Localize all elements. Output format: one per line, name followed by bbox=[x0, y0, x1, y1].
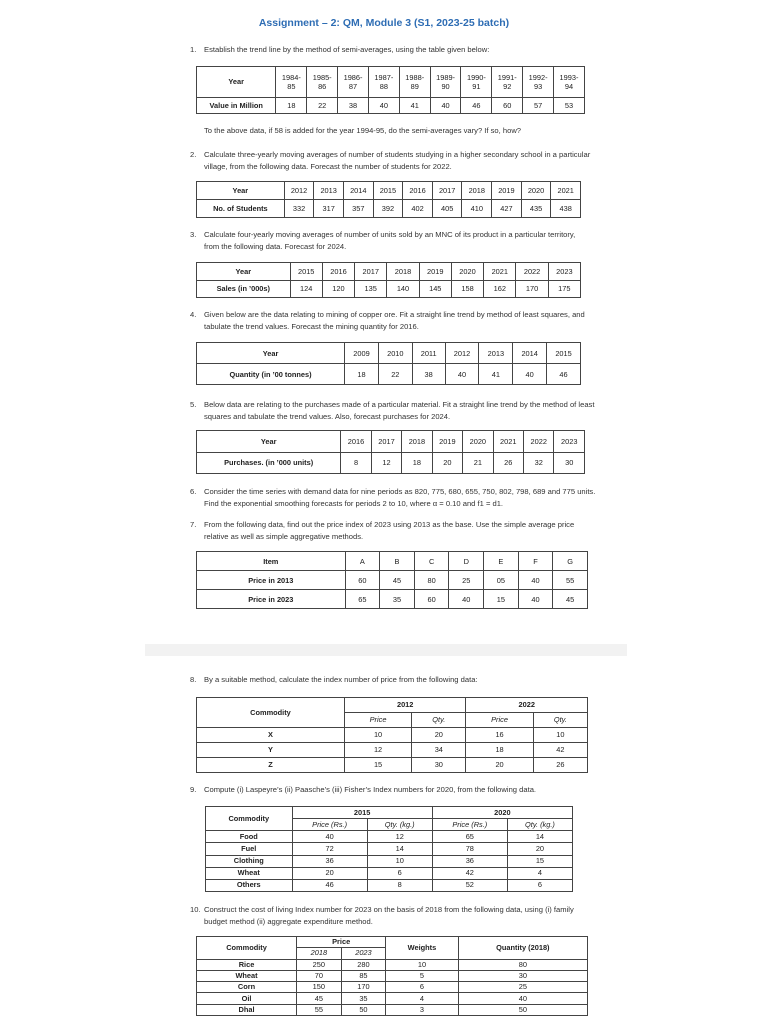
value-cell: 45 bbox=[553, 590, 588, 609]
year-cell: 2018 bbox=[387, 263, 419, 281]
value-cell: 250 bbox=[297, 959, 342, 970]
value-cell: 36 bbox=[292, 855, 367, 867]
value-cell: 12 bbox=[371, 452, 401, 474]
year-cell: 2014 bbox=[513, 343, 547, 364]
question-7 bbox=[190, 519, 590, 542]
question-text: Compute (i) Laspeyre’s (ii) Paasche’s (iii) Fisher’s Index numbers for 2020, from the following data. bbox=[204, 785, 537, 794]
value-cell: 8 bbox=[341, 452, 371, 474]
q10-table bbox=[196, 936, 588, 1016]
q1-table bbox=[196, 66, 585, 114]
value-cell: 170 bbox=[341, 982, 386, 993]
value-cell: 438 bbox=[551, 200, 581, 218]
item-header: B bbox=[380, 552, 415, 571]
value-cell: 85 bbox=[341, 970, 386, 981]
commodity-row bbox=[206, 867, 573, 879]
value-cell: 40 bbox=[458, 993, 587, 1004]
row-header: Price in 2013 bbox=[197, 571, 346, 590]
question-text: From the following data, find out the price index of 2023 using 2013 as the base. Use the simple average price relative as well as simple aggregative methods. bbox=[204, 520, 575, 541]
qty-header: Qty. bbox=[412, 713, 466, 728]
value-cell: 42 bbox=[432, 867, 507, 879]
value-cell: 46 bbox=[461, 97, 492, 113]
question-number: 9. bbox=[190, 785, 197, 794]
value-cell: 26 bbox=[493, 452, 523, 474]
weights-header: Weights bbox=[386, 937, 458, 960]
price-row bbox=[197, 590, 588, 609]
year-cell: 2017 bbox=[432, 182, 462, 200]
year-header: 2023 bbox=[341, 948, 386, 959]
value-cell: 78 bbox=[432, 843, 507, 855]
price-header: Price bbox=[344, 713, 411, 728]
year-cell: 2023 bbox=[554, 431, 585, 453]
year-cell: 1991- 92 bbox=[492, 67, 523, 98]
value-cell: 40 bbox=[430, 97, 461, 113]
value-cell: 15 bbox=[484, 590, 519, 609]
value-cell: 170 bbox=[516, 280, 548, 298]
year-cell: 2015 bbox=[547, 343, 581, 364]
question-1 bbox=[190, 44, 610, 56]
value-cell: 30 bbox=[554, 452, 585, 474]
value-cell: 16 bbox=[466, 728, 533, 743]
value-cell: 175 bbox=[548, 280, 580, 298]
year-header: 2015 bbox=[292, 807, 432, 819]
value-cell: 4 bbox=[386, 993, 458, 1004]
year-cell: 1985- 86 bbox=[307, 67, 338, 98]
year-cell: 2022 bbox=[516, 263, 548, 281]
header-row bbox=[197, 552, 588, 571]
year-cell: 2023 bbox=[548, 263, 580, 281]
value-cell: 38 bbox=[412, 364, 445, 385]
commodity-row bbox=[197, 1004, 588, 1015]
commodity-name: X bbox=[197, 728, 345, 743]
year-cell: 2015 bbox=[373, 182, 403, 200]
year-cell: 1986- 87 bbox=[338, 67, 369, 98]
year-header: 2020 bbox=[432, 807, 572, 819]
value-cell: 6 bbox=[386, 982, 458, 993]
value-cell: 35 bbox=[341, 993, 386, 1004]
value-cell: 280 bbox=[341, 959, 386, 970]
question-10 bbox=[190, 904, 590, 927]
q1-note: To the above data, if 58 is added for the year 1994-95, do the semi-averages vary? If so, how? bbox=[204, 126, 522, 135]
commodity-name: Rice bbox=[197, 959, 297, 970]
value-cell: 34 bbox=[412, 743, 466, 758]
year-cell: 1984- 85 bbox=[276, 67, 307, 98]
question-5 bbox=[190, 399, 602, 422]
row-header: Year bbox=[197, 263, 291, 281]
item-header: E bbox=[484, 552, 519, 571]
value-cell: 45 bbox=[297, 993, 342, 1004]
question-number: 5. bbox=[190, 400, 197, 409]
value-cell: 80 bbox=[458, 959, 587, 970]
value-cell: 55 bbox=[553, 571, 588, 590]
value-cell: 357 bbox=[343, 200, 373, 218]
value-cell: 52 bbox=[432, 879, 507, 891]
commodity-row bbox=[206, 855, 573, 867]
q5-table bbox=[196, 430, 585, 474]
item-header: A bbox=[345, 552, 380, 571]
year-cell: 2012 bbox=[445, 343, 479, 364]
year-cell: 2019 bbox=[492, 182, 522, 200]
question-3 bbox=[190, 229, 590, 252]
value-row bbox=[197, 200, 581, 218]
value-cell: 40 bbox=[368, 97, 399, 113]
row-header: Quantity (in ’00 tonnes) bbox=[197, 364, 345, 385]
value-cell: 26 bbox=[533, 758, 587, 773]
year-cell: 2011 bbox=[412, 343, 445, 364]
commodity-row bbox=[197, 982, 588, 993]
value-cell: 40 bbox=[292, 831, 367, 843]
value-cell: 12 bbox=[344, 743, 411, 758]
q4-table bbox=[196, 342, 581, 385]
year-cell: 2017 bbox=[355, 263, 387, 281]
value-cell: 150 bbox=[297, 982, 342, 993]
value-cell: 35 bbox=[380, 590, 415, 609]
value-cell: 50 bbox=[341, 1004, 386, 1015]
quantity-header: Quantity (2018) bbox=[458, 937, 587, 960]
item-header: D bbox=[449, 552, 484, 571]
value-cell: 158 bbox=[451, 280, 483, 298]
question-number: 1. bbox=[190, 45, 197, 54]
row-header: Sales (in ’000s) bbox=[197, 280, 291, 298]
value-cell: 5 bbox=[386, 970, 458, 981]
q7-table bbox=[196, 551, 588, 609]
item-header: F bbox=[518, 552, 553, 571]
value-cell: 4 bbox=[507, 867, 572, 879]
year-cell: 2018 bbox=[402, 431, 432, 453]
commodity-row bbox=[197, 959, 588, 970]
commodity-name: Oil bbox=[197, 993, 297, 1004]
value-cell: 135 bbox=[355, 280, 387, 298]
value-cell: 40 bbox=[513, 364, 547, 385]
price-header: Price (Rs.) bbox=[432, 819, 507, 831]
year-header: 2018 bbox=[297, 948, 342, 959]
question-text: Calculate four-yearly moving averages of number of units sold by an MNC of its product in a particular territory, from the following data. Forecast for 2024. bbox=[204, 230, 576, 251]
value-cell: 46 bbox=[547, 364, 581, 385]
year-cell: 2012 bbox=[284, 182, 314, 200]
value-cell: 40 bbox=[449, 590, 484, 609]
year-cell: 2018 bbox=[462, 182, 492, 200]
value-row bbox=[197, 280, 581, 298]
value-cell: 60 bbox=[492, 97, 523, 113]
year-cell: 2009 bbox=[345, 343, 379, 364]
value-cell: 38 bbox=[338, 97, 369, 113]
value-cell: 8 bbox=[367, 879, 432, 891]
value-cell: 40 bbox=[445, 364, 479, 385]
column-header: Commodity bbox=[197, 937, 297, 960]
question-number: 8. bbox=[190, 675, 197, 684]
value-cell: 20 bbox=[507, 843, 572, 855]
question-number: 7. bbox=[190, 520, 197, 529]
value-cell: 22 bbox=[307, 97, 338, 113]
year-cell: 2019 bbox=[419, 263, 451, 281]
year-cell: 2016 bbox=[403, 182, 433, 200]
commodity-name: Z bbox=[197, 758, 345, 773]
q8-table bbox=[196, 697, 588, 773]
value-row bbox=[197, 97, 585, 113]
year-row bbox=[197, 263, 581, 281]
year-header: 2012 bbox=[344, 698, 466, 713]
year-cell: 2020 bbox=[463, 431, 493, 453]
value-row bbox=[197, 452, 585, 474]
column-header: Commodity bbox=[197, 698, 345, 728]
q2-table bbox=[196, 181, 581, 218]
commodity-row bbox=[197, 993, 588, 1004]
year-row bbox=[197, 182, 581, 200]
year-cell: 2017 bbox=[371, 431, 401, 453]
year-cell: 1989- 90 bbox=[430, 67, 461, 98]
value-row bbox=[197, 364, 581, 385]
commodity-row bbox=[206, 831, 573, 843]
value-cell: 20 bbox=[412, 728, 466, 743]
year-cell: 2019 bbox=[432, 431, 462, 453]
value-cell: 18 bbox=[466, 743, 533, 758]
value-cell: 120 bbox=[322, 280, 354, 298]
year-cell: 2021 bbox=[493, 431, 523, 453]
value-cell: 6 bbox=[507, 879, 572, 891]
row-header: Year bbox=[197, 182, 285, 200]
year-cell: 1993- 94 bbox=[554, 67, 585, 98]
commodity-name: Dhal bbox=[197, 1004, 297, 1015]
year-header-row bbox=[197, 698, 588, 713]
year-cell: 1992- 93 bbox=[523, 67, 554, 98]
value-cell: 162 bbox=[484, 280, 516, 298]
question-2 bbox=[190, 149, 595, 172]
value-cell: 392 bbox=[373, 200, 403, 218]
value-cell: 55 bbox=[297, 1004, 342, 1015]
value-cell: 41 bbox=[399, 97, 430, 113]
year-cell: 2014 bbox=[343, 182, 373, 200]
commodity-name: Y bbox=[197, 743, 345, 758]
year-cell: 2010 bbox=[378, 343, 412, 364]
value-cell: 60 bbox=[345, 571, 380, 590]
value-cell: 30 bbox=[458, 970, 587, 981]
value-cell: 46 bbox=[292, 879, 367, 891]
question-text: Consider the time series with demand data for nine periods as 820, 775, 680, 655, 750, 802, 798, 689 and 775 units. Find the exponential smoothing forecasts for periods 2 to 10, where α = 0.10 and f1 = d1. bbox=[204, 487, 596, 508]
question-9 bbox=[190, 784, 602, 796]
value-cell: 36 bbox=[432, 855, 507, 867]
year-cell: 2016 bbox=[341, 431, 371, 453]
price-header: Price bbox=[466, 713, 533, 728]
value-cell: 70 bbox=[297, 970, 342, 981]
value-cell: 6 bbox=[367, 867, 432, 879]
year-cell: 2022 bbox=[524, 431, 554, 453]
value-cell: 15 bbox=[507, 855, 572, 867]
value-cell: 427 bbox=[492, 200, 522, 218]
q9-table bbox=[205, 806, 573, 892]
value-cell: 53 bbox=[554, 97, 585, 113]
qty-header: Qty. (kg.) bbox=[507, 819, 572, 831]
column-header: Commodity bbox=[206, 807, 293, 831]
value-cell: 72 bbox=[292, 843, 367, 855]
page-title: Assignment – 2: QM, Module 3 (S1, 2023-25 batch) bbox=[258, 17, 510, 29]
commodity-name: Corn bbox=[197, 982, 297, 993]
year-cell: 2021 bbox=[551, 182, 581, 200]
question-4 bbox=[190, 309, 602, 332]
value-cell: 32 bbox=[524, 452, 554, 474]
value-cell: 57 bbox=[523, 97, 554, 113]
commodity-row bbox=[197, 758, 588, 773]
year-cell: 1990- 91 bbox=[461, 67, 492, 98]
value-cell: 10 bbox=[367, 855, 432, 867]
question-text: Given below are the data relating to mining of copper ore. Fit a straight line trend by method of least squares, and tabulate the trend values. Forecast the mining quantity for 2016. bbox=[204, 310, 585, 331]
year-cell: 2013 bbox=[479, 343, 513, 364]
value-cell: 3 bbox=[386, 1004, 458, 1015]
value-cell: 65 bbox=[432, 831, 507, 843]
year-cell: 2021 bbox=[484, 263, 516, 281]
value-cell: 10 bbox=[344, 728, 411, 743]
value-cell: 18 bbox=[276, 97, 307, 113]
item-header: G bbox=[553, 552, 588, 571]
commodity-name: Wheat bbox=[206, 867, 293, 879]
commodity-row bbox=[206, 843, 573, 855]
row-header: Value in Million bbox=[197, 97, 276, 113]
value-cell: 20 bbox=[432, 452, 462, 474]
value-cell: 21 bbox=[463, 452, 493, 474]
value-cell: 14 bbox=[507, 831, 572, 843]
value-cell: 10 bbox=[386, 959, 458, 970]
header-row bbox=[197, 937, 588, 948]
row-header: Year bbox=[197, 67, 276, 98]
value-cell: 45 bbox=[380, 571, 415, 590]
row-header: Purchases. (in ’000 units) bbox=[197, 452, 341, 474]
value-cell: 124 bbox=[290, 280, 322, 298]
price-header: Price (Rs.) bbox=[292, 819, 367, 831]
qty-header: Qty. bbox=[533, 713, 587, 728]
row-header: Price in 2023 bbox=[197, 590, 346, 609]
commodity-name: Fuel bbox=[206, 843, 293, 855]
year-row bbox=[197, 343, 581, 364]
year-cell: 2020 bbox=[521, 182, 551, 200]
year-header-row bbox=[206, 807, 573, 819]
year-cell: 1987- 88 bbox=[368, 67, 399, 98]
value-cell: 25 bbox=[449, 571, 484, 590]
year-row bbox=[197, 67, 585, 98]
value-cell: 22 bbox=[378, 364, 412, 385]
row-header: No. of Students bbox=[197, 200, 285, 218]
value-cell: 60 bbox=[414, 590, 449, 609]
value-cell: 30 bbox=[412, 758, 466, 773]
value-cell: 410 bbox=[462, 200, 492, 218]
year-cell: 2020 bbox=[451, 263, 483, 281]
question-number: 2. bbox=[190, 150, 197, 159]
value-cell: 145 bbox=[419, 280, 451, 298]
question-text: Construct the cost of living Index number for 2023 on the basis of 2018 from the following data, using (i) family budget method (ii) aggregate expenditure method. bbox=[204, 905, 574, 926]
qty-header: Qty. (kg.) bbox=[367, 819, 432, 831]
question-number: 6. bbox=[190, 487, 197, 496]
value-cell: 25 bbox=[458, 982, 587, 993]
question-text: Calculate three-yearly moving averages of number of students studying in a higher secondary school in a particular village, from the following data. Forecast the number of students for 2022. bbox=[204, 150, 591, 171]
year-cell: 1988- 89 bbox=[399, 67, 430, 98]
question-number: 10. bbox=[190, 905, 201, 914]
value-cell: 40 bbox=[518, 590, 553, 609]
value-cell: 65 bbox=[345, 590, 380, 609]
value-cell: 317 bbox=[314, 200, 344, 218]
value-cell: 20 bbox=[292, 867, 367, 879]
commodity-name: Others bbox=[206, 879, 293, 891]
commodity-row bbox=[197, 743, 588, 758]
value-cell: 42 bbox=[533, 743, 587, 758]
value-cell: 15 bbox=[344, 758, 411, 773]
value-cell: 41 bbox=[479, 364, 513, 385]
value-cell: 435 bbox=[521, 200, 551, 218]
year-header: 2022 bbox=[466, 698, 588, 713]
value-cell: 405 bbox=[432, 200, 462, 218]
value-cell: 80 bbox=[414, 571, 449, 590]
question-text: Below data are relating to the purchases made of a particular material. Fit a straight line trend by the method of least squares and tabulate the trend values. Also, forecast purchases for 2024. bbox=[204, 400, 595, 421]
value-cell: 50 bbox=[458, 1004, 587, 1015]
value-cell: 05 bbox=[484, 571, 519, 590]
value-cell: 332 bbox=[284, 200, 314, 218]
question-text: Establish the trend line by the method of semi-averages, using the table given below: bbox=[204, 45, 490, 54]
row-header: Year bbox=[197, 431, 341, 453]
page-break bbox=[145, 644, 627, 656]
question-number: 3. bbox=[190, 230, 197, 239]
year-cell: 2015 bbox=[290, 263, 322, 281]
price-header: Price bbox=[297, 937, 386, 948]
commodity-row bbox=[197, 728, 588, 743]
item-header: C bbox=[414, 552, 449, 571]
column-header: Item bbox=[197, 552, 346, 571]
commodity-name: Food bbox=[206, 831, 293, 843]
row-header: Year bbox=[197, 343, 345, 364]
commodity-row bbox=[197, 970, 588, 981]
value-cell: 12 bbox=[367, 831, 432, 843]
value-cell: 40 bbox=[518, 571, 553, 590]
value-cell: 18 bbox=[402, 452, 432, 474]
value-cell: 14 bbox=[367, 843, 432, 855]
year-cell: 2013 bbox=[314, 182, 344, 200]
year-row bbox=[197, 431, 585, 453]
value-cell: 18 bbox=[345, 364, 379, 385]
value-cell: 402 bbox=[403, 200, 433, 218]
year-cell: 2016 bbox=[322, 263, 354, 281]
commodity-row bbox=[206, 879, 573, 891]
question-8 bbox=[190, 674, 590, 686]
q3-table bbox=[196, 262, 581, 298]
commodity-name: Wheat bbox=[197, 970, 297, 981]
value-cell: 140 bbox=[387, 280, 419, 298]
question-6 bbox=[190, 486, 602, 509]
question-number: 4. bbox=[190, 310, 197, 319]
value-cell: 10 bbox=[533, 728, 587, 743]
value-cell: 20 bbox=[466, 758, 533, 773]
commodity-name: Clothing bbox=[206, 855, 293, 867]
question-text: By a suitable method, calculate the index number of price from the following data: bbox=[204, 675, 478, 684]
price-row bbox=[197, 571, 588, 590]
